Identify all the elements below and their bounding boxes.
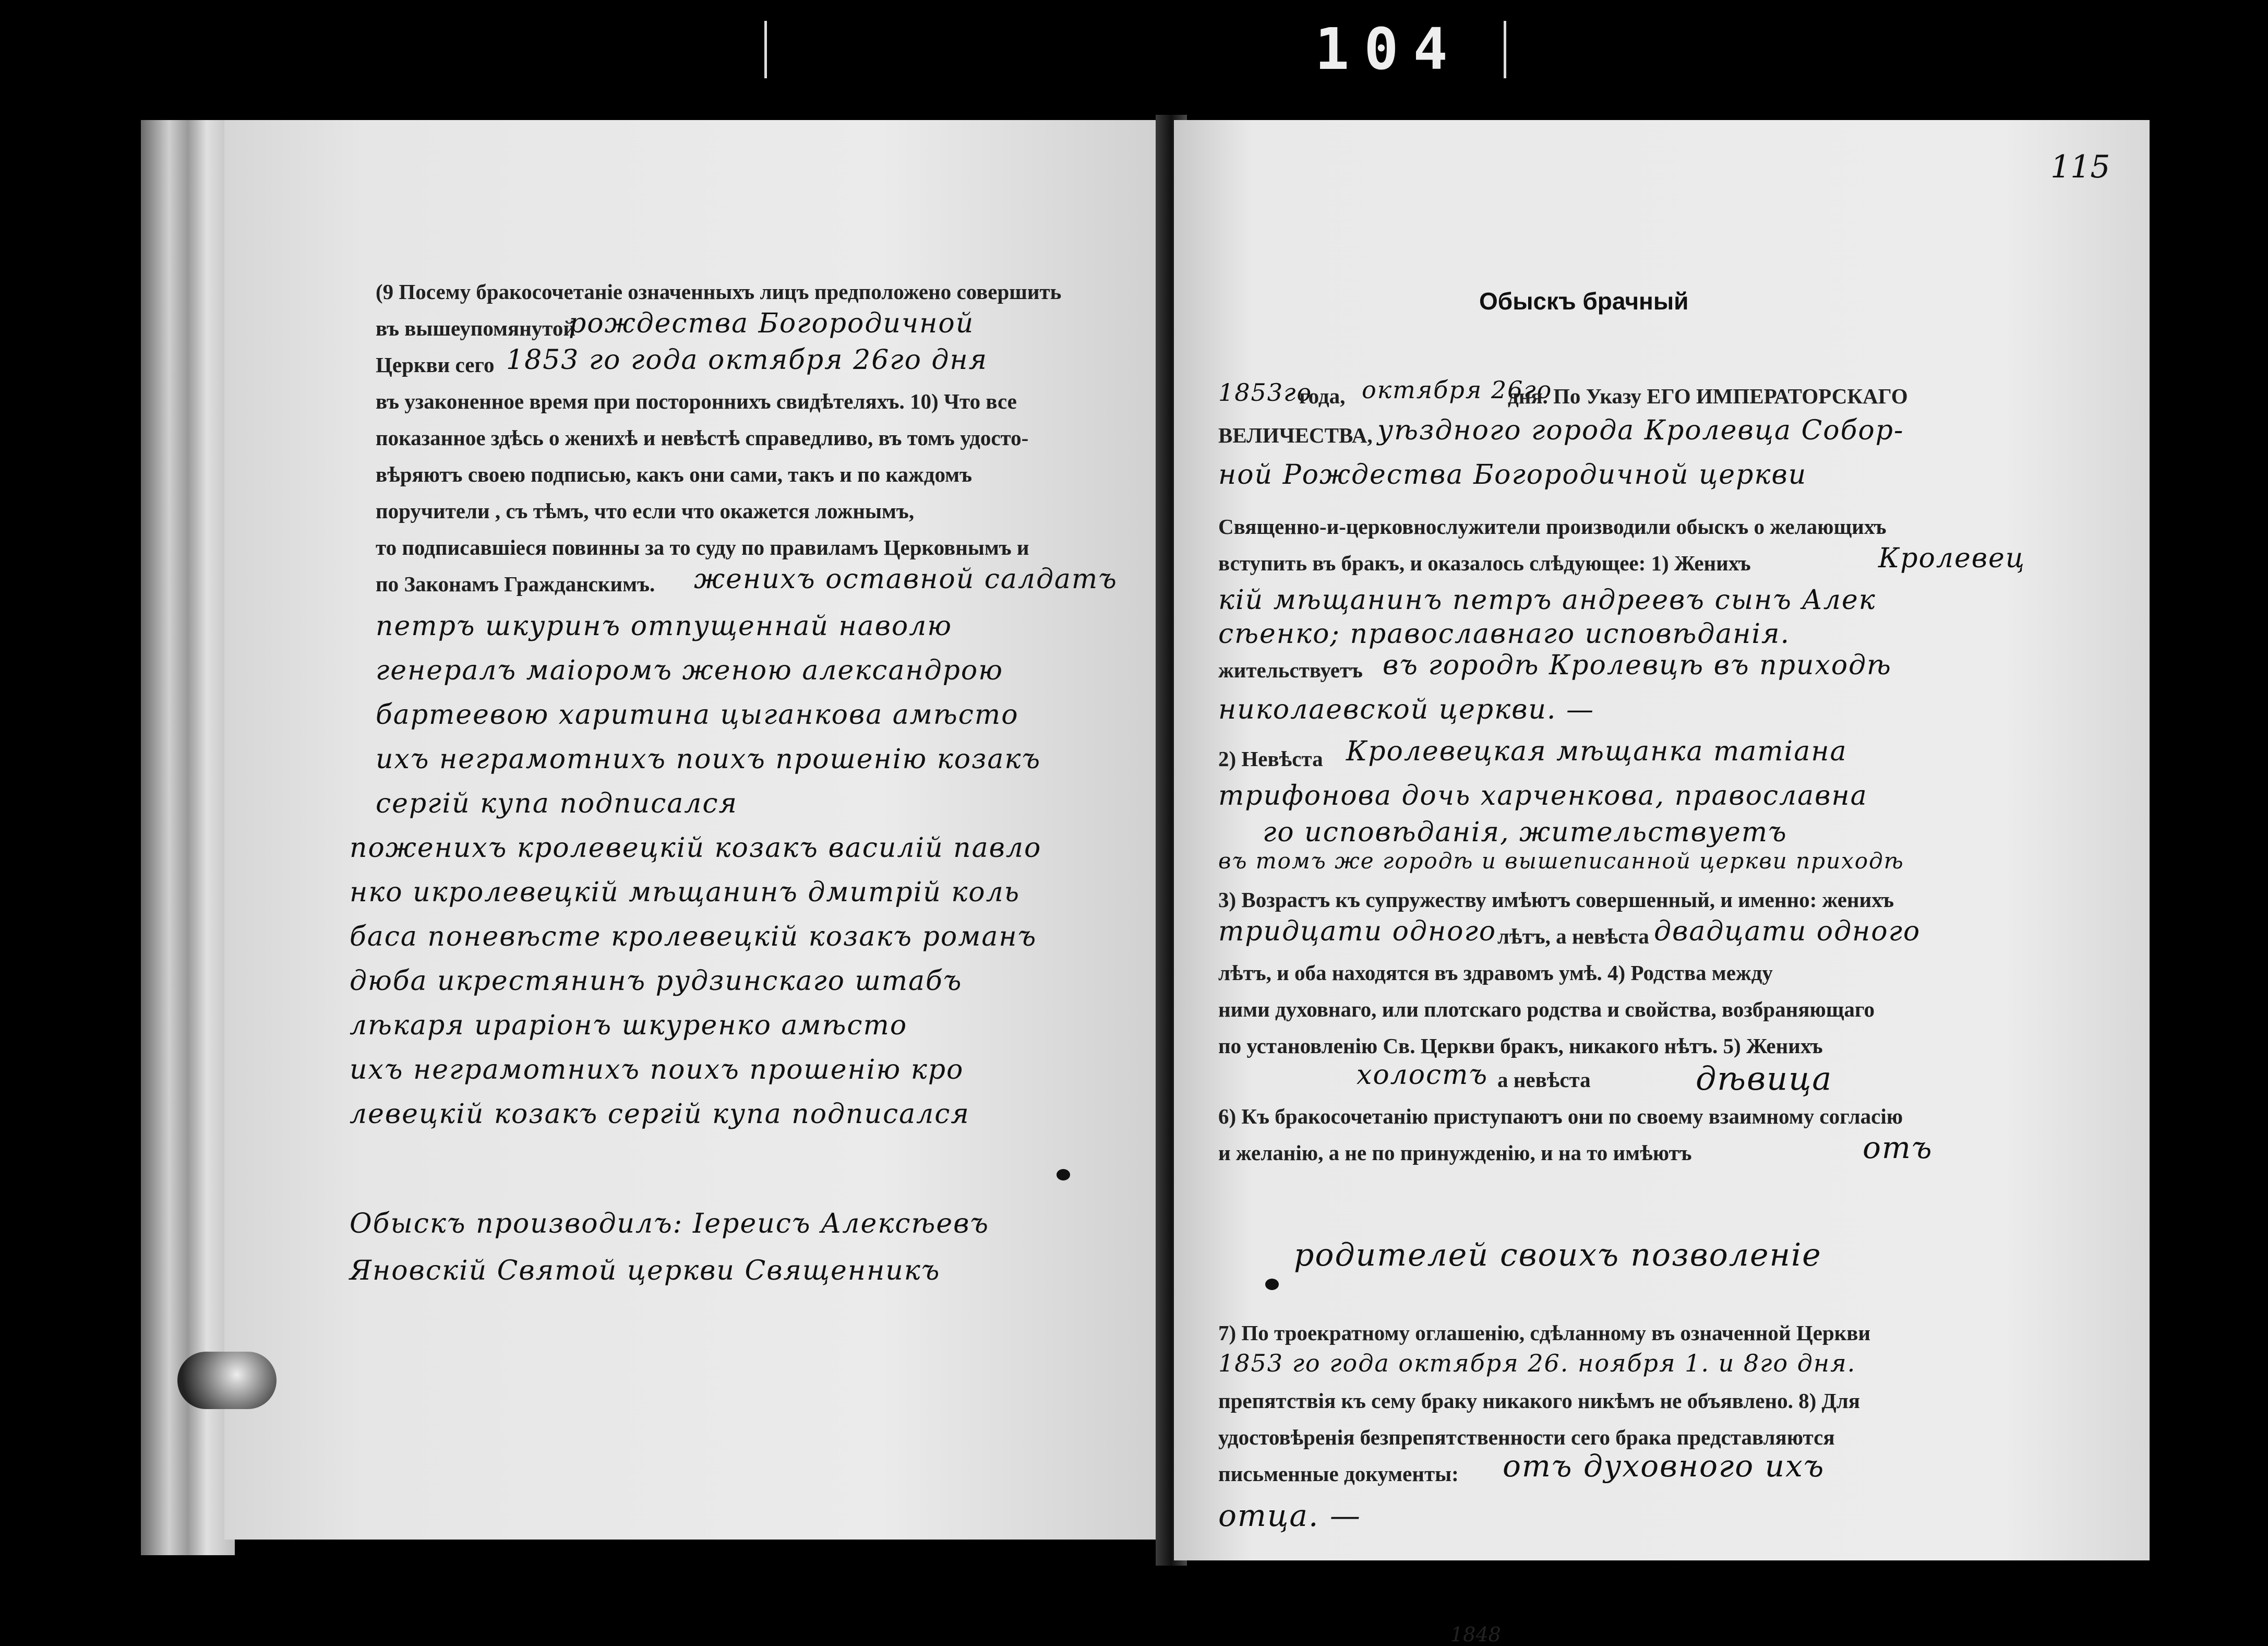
right-page [1174, 120, 2150, 1646]
left-printed-line-7: поручители , съ тѣмъ, что если что окажется ложнымъ, [376, 499, 915, 523]
date-line-rest: дня. По Указу ЕГО ИМПЕРАТОРСКАГО [1508, 384, 1908, 408]
groom-hand-1: Кролевец [1878, 543, 2026, 574]
page-clip [177, 1352, 277, 1409]
ink-blot-right [1265, 1279, 1279, 1290]
left-hand-line-5: ихъ неграмотнихъ поихъ прошенію козакъ [376, 744, 1041, 775]
bride-age-hand: двадцати одного [1654, 916, 1921, 947]
scan-tick-mark-right [1504, 21, 1506, 78]
groom-hand-3: сѣенко; православнаго исповѣданія. [1218, 618, 1791, 650]
left-hand-line-1: женихъ оставной салдатъ [694, 564, 1118, 595]
left-page [224, 120, 1163, 1540]
age-tail: лѣтъ, и оба находятся въ здравомъ умѣ. 4) Родства между [1218, 961, 1773, 985]
date-line-month: октября 26го [1362, 376, 1553, 404]
left-year-date: 1853 го года октября 26го дня [506, 344, 988, 376]
banns-line-2: препятствія къ сему браку никакого никѣмъ не объявлено. 8) Для [1218, 1389, 1860, 1413]
age-label: 3) Возрастъ къ супружеству имѣютъ совершенный, и именно: женихъ [1218, 888, 1894, 912]
groom-hand-2: кій мѣщанинъ петръ андреевъ сынъ Алек [1218, 585, 1876, 616]
bride-status-hand: дѣвица [1696, 1059, 1833, 1098]
left-hand-line-10: дюба икрестянинъ рудзинскаго штабъ [350, 965, 963, 997]
bride-hand-4: въ томъ же городѣ и вышеписанной церкви приходѣ [1218, 848, 1904, 874]
docs-hand-1: отъ духовного ихъ [1503, 1448, 1825, 1484]
left-hand-line-3: генералъ маіоромъ женою александрою [376, 655, 1004, 686]
residence-hand-2: николаевской церкви. — [1218, 694, 1594, 725]
book-page-edges [141, 120, 235, 1555]
date-line-year: 1853го [1218, 378, 1313, 407]
archive-number: 104 [1315, 16, 1462, 82]
kinship-line-1: ними духовнаго, или плотскаго родства и свойства, возбраняющаго [1218, 997, 1875, 1021]
left-hand-line-13: левецкій козакъ сергій купа подписался [350, 1099, 970, 1130]
church-hand-2: ной Рождества Богородичной церкви [1218, 459, 1807, 491]
bride-hand-3: го исповѣданія, жительствуетъ [1263, 817, 1787, 848]
left-hand-line-2: петръ шкуринъ отпущеннай наволю [376, 611, 953, 642]
left-printed-line-8: то подписавшіеся повинны за то суду по правиламъ Церковнымъ и [376, 535, 1029, 559]
left-printed-line-6: вѣряютъ своею подписью, какъ они сами, такъ и по каждомъ [376, 462, 972, 486]
banns-line-3: удостовѣренія безпрепятственности сего брака представляются [1218, 1425, 1835, 1449]
investigation-line-1: Обыскъ производилъ: Іереисъ Алексѣевъ [350, 1208, 990, 1239]
kinship-line-2: по установленію Св. Церкви бракъ, никакого нѣтъ. 5) Женихъ [1218, 1034, 1823, 1058]
groom-age-hand: тридцати одного [1218, 916, 1497, 947]
church-hand-1: уѣздного города Кролевца Собор- [1377, 415, 1904, 446]
left-printed-line-9: по Законамъ Гражданскимъ. [376, 572, 655, 596]
form-title: Обыскъ брачный [1479, 288, 1689, 315]
left-hand-line-6: сергій купа подписался [376, 788, 738, 819]
residence-hand-1: въ городѣ Кролевцѣ въ приходѣ [1383, 650, 1892, 681]
consent-hand-1: отъ [1863, 1130, 1933, 1165]
banns-line-1: 7) По троекратному оглашенію, сдѣланному въ означенной Церкви [1218, 1321, 1871, 1345]
bride-status-label: а невѣста [1497, 1068, 1591, 1092]
left-printed-line-5: показанное здѣсь о женихѣ и невѣстѣ справедливо, въ томъ удосто- [376, 426, 1029, 450]
left-hand-line-9: баса поневѣсте кролевецкій козакъ романъ [350, 921, 1037, 952]
banns-line-4: письменные документы: [1218, 1462, 1459, 1486]
left-hand-line-11: лѣкаря ираріонъ шкуренко амѣсто [350, 1010, 908, 1041]
bride-hand-2: трифонова дочь харченкова, православна [1218, 780, 1868, 812]
left-hand-line-8: нко икролевецкій мѣщанинъ дмитрій коль [350, 877, 1020, 908]
bride-label: 2) Невѣста [1218, 747, 1323, 771]
clergy-line-1: Священно-и-церковнослужители производили обыскъ о желающихъ [1218, 515, 1887, 539]
consent-line-1: 6) Къ бракосочетанію приступаютъ они по своему взаимному согласію [1218, 1104, 1903, 1128]
ink-blot-left [1057, 1169, 1070, 1180]
bride-hand-1: Кролевецкая мѣщанка татіана [1346, 736, 1847, 767]
banns-hand: 1853 го года октября 26. ноября 1. и 8го дня. [1218, 1349, 1856, 1377]
left-hand-line-7: поженихъ кролевецкій козакъ василій павло [350, 832, 1042, 864]
left-hand-line-12: ихъ неграмотнихъ поихъ прошенію кро [350, 1054, 964, 1086]
clergy-line-2: вступить въ бракъ, и оказалось слѣдующее: 1) Женихъ [1218, 551, 1751, 575]
groom-status-hand: холостъ [1357, 1059, 1489, 1091]
docs-hand-2: отца. — [1218, 1498, 1361, 1533]
left-hand-line-4: бартеевою харитина цыганкова амѣсто [376, 699, 1019, 731]
scan-tick-mark-left [764, 21, 767, 78]
bottom-stamp: 1848 [1450, 1623, 1501, 1646]
consent-line-2: и желанію, а не по принужденію, и на то имѣютъ [1218, 1141, 1692, 1165]
left-printed-line-4: въ узаконенное время при постороннихъ свидѣтеляхъ. 10) Что все [376, 389, 1017, 413]
date-line-printed: года, [1299, 384, 1346, 408]
investigation-line-2: Яновскій Святой церкви Священникъ [350, 1255, 941, 1286]
left-printed-line-2: въ вышеупомянутой [376, 316, 576, 340]
majesty-label: ВЕЛИЧЕСТВА, [1218, 423, 1373, 447]
left-printed-line-1: (9 Посему бракосочетаніе означенныхъ лицъ предположено совершить [376, 280, 1062, 304]
left-church-name: рождества Богородичной [569, 308, 975, 339]
age-mid: лѣтъ, а невѣста [1497, 924, 1649, 948]
residence-label: жительствуетъ [1218, 658, 1363, 682]
page-number: 115 [2050, 149, 2110, 185]
left-printed-line-3: Церкви сего [376, 353, 495, 377]
consent-hand-2: родителей своихъ позволеніе [1294, 1237, 1822, 1273]
